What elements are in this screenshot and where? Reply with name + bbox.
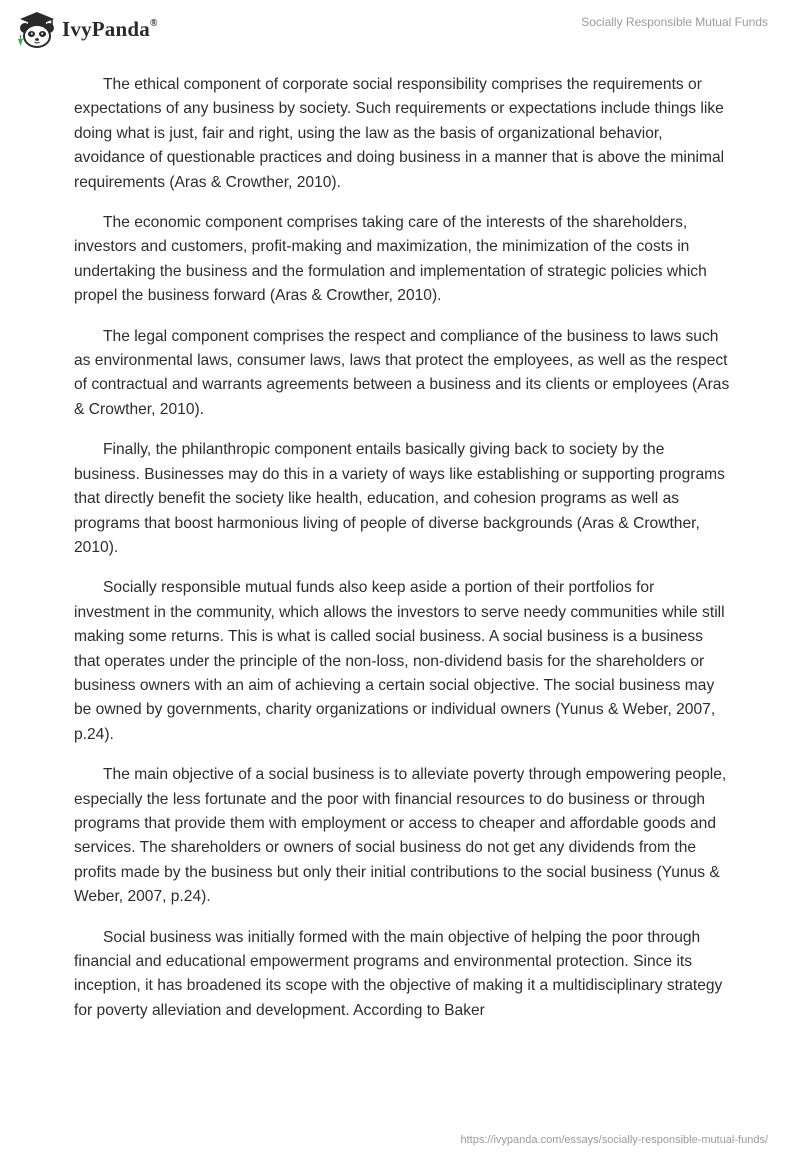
paragraph: Socially responsible mutual funds also keep aside a portion of their portfolios for investment in the community, which allows the investors to serve needy communities while still making some returns. This is what is called social business. A social business is a business that operates under the principle of the non-loss, non-dividend basis for the shareholders or business owners with an aim of achieving a certain social objective. The social business may be owned by governments, charity organizations or individual owners (Yunus & Weber, 2007, p.24). (74, 579, 725, 743)
essay-body (74, 73, 730, 1039)
paragraph: Finally, the philanthropic component entails basically giving back to society by the business. Businesses may do this in a variety of ways like establishing or supporting programs that directly benefit the society like health, education, and cohesion programs as well as programs that boost harmonious living of people of diverse backgrounds (Aras & Crowther, 2010). (74, 441, 725, 556)
registered-mark: ® (149, 17, 158, 29)
paragraph: The ethical component of corporate social responsibility comprises the requirements or expectations of any business by society. Such requirements or expectations include things like doing what is just, fair and right, using the law as the basis of organizational behavior, avoidance of questionable practices and doing business in a manner that is above the minimal requirements (Aras & Crowther, 2010). (74, 76, 725, 191)
paragraph: The main objective of a social business is to alleviate poverty through empowering people, especially the less fortunate and the poor with financial resources to do business or through programs that provide them with employment or access to cheaper and affordable goods and services. The shareholders or owners of social business do not get any dividends from the profits made by the business but only their initial contributions to the social business (Yunus & Weber, 2007, p.24). (74, 766, 727, 906)
paragraph: Social business was initially formed with the main objective of helping the poor through financial and educational empowerment programs and environmental protection. Since its inception, it has broadened its scope with the objective of making it a multidisciplinary strategy for poverty alleviation and development. According to Baker (74, 928, 723, 1019)
paragraph: The economic component comprises taking care of the interests of the shareholders, investors and customers, profit-making and maximization, the minimization of the costs in undertaking the business and the formulation and implementation of strategic policies which propel the business forward (Aras & Crowther, 2010). (74, 214, 707, 305)
brand-name: IvyPanda® (62, 16, 158, 41)
panda-graduate-icon (14, 9, 58, 49)
source-url[interactable]: https://ivypanda.com/essays/socially-responsible-mutual-funds/ (460, 1134, 768, 1146)
page-header (0, 0, 800, 60)
ivypanda-logo[interactable] (14, 9, 158, 49)
running-title: Socially Responsible Mutual Funds (581, 15, 768, 29)
paragraph: The legal component comprises the respect and compliance of the business to laws such as environmental laws, consumer laws, laws that protect the employees, as well as the respect of contractual and warrants agreements between a business and its clients or employees (Aras & Crowther, 2010). (74, 327, 730, 418)
